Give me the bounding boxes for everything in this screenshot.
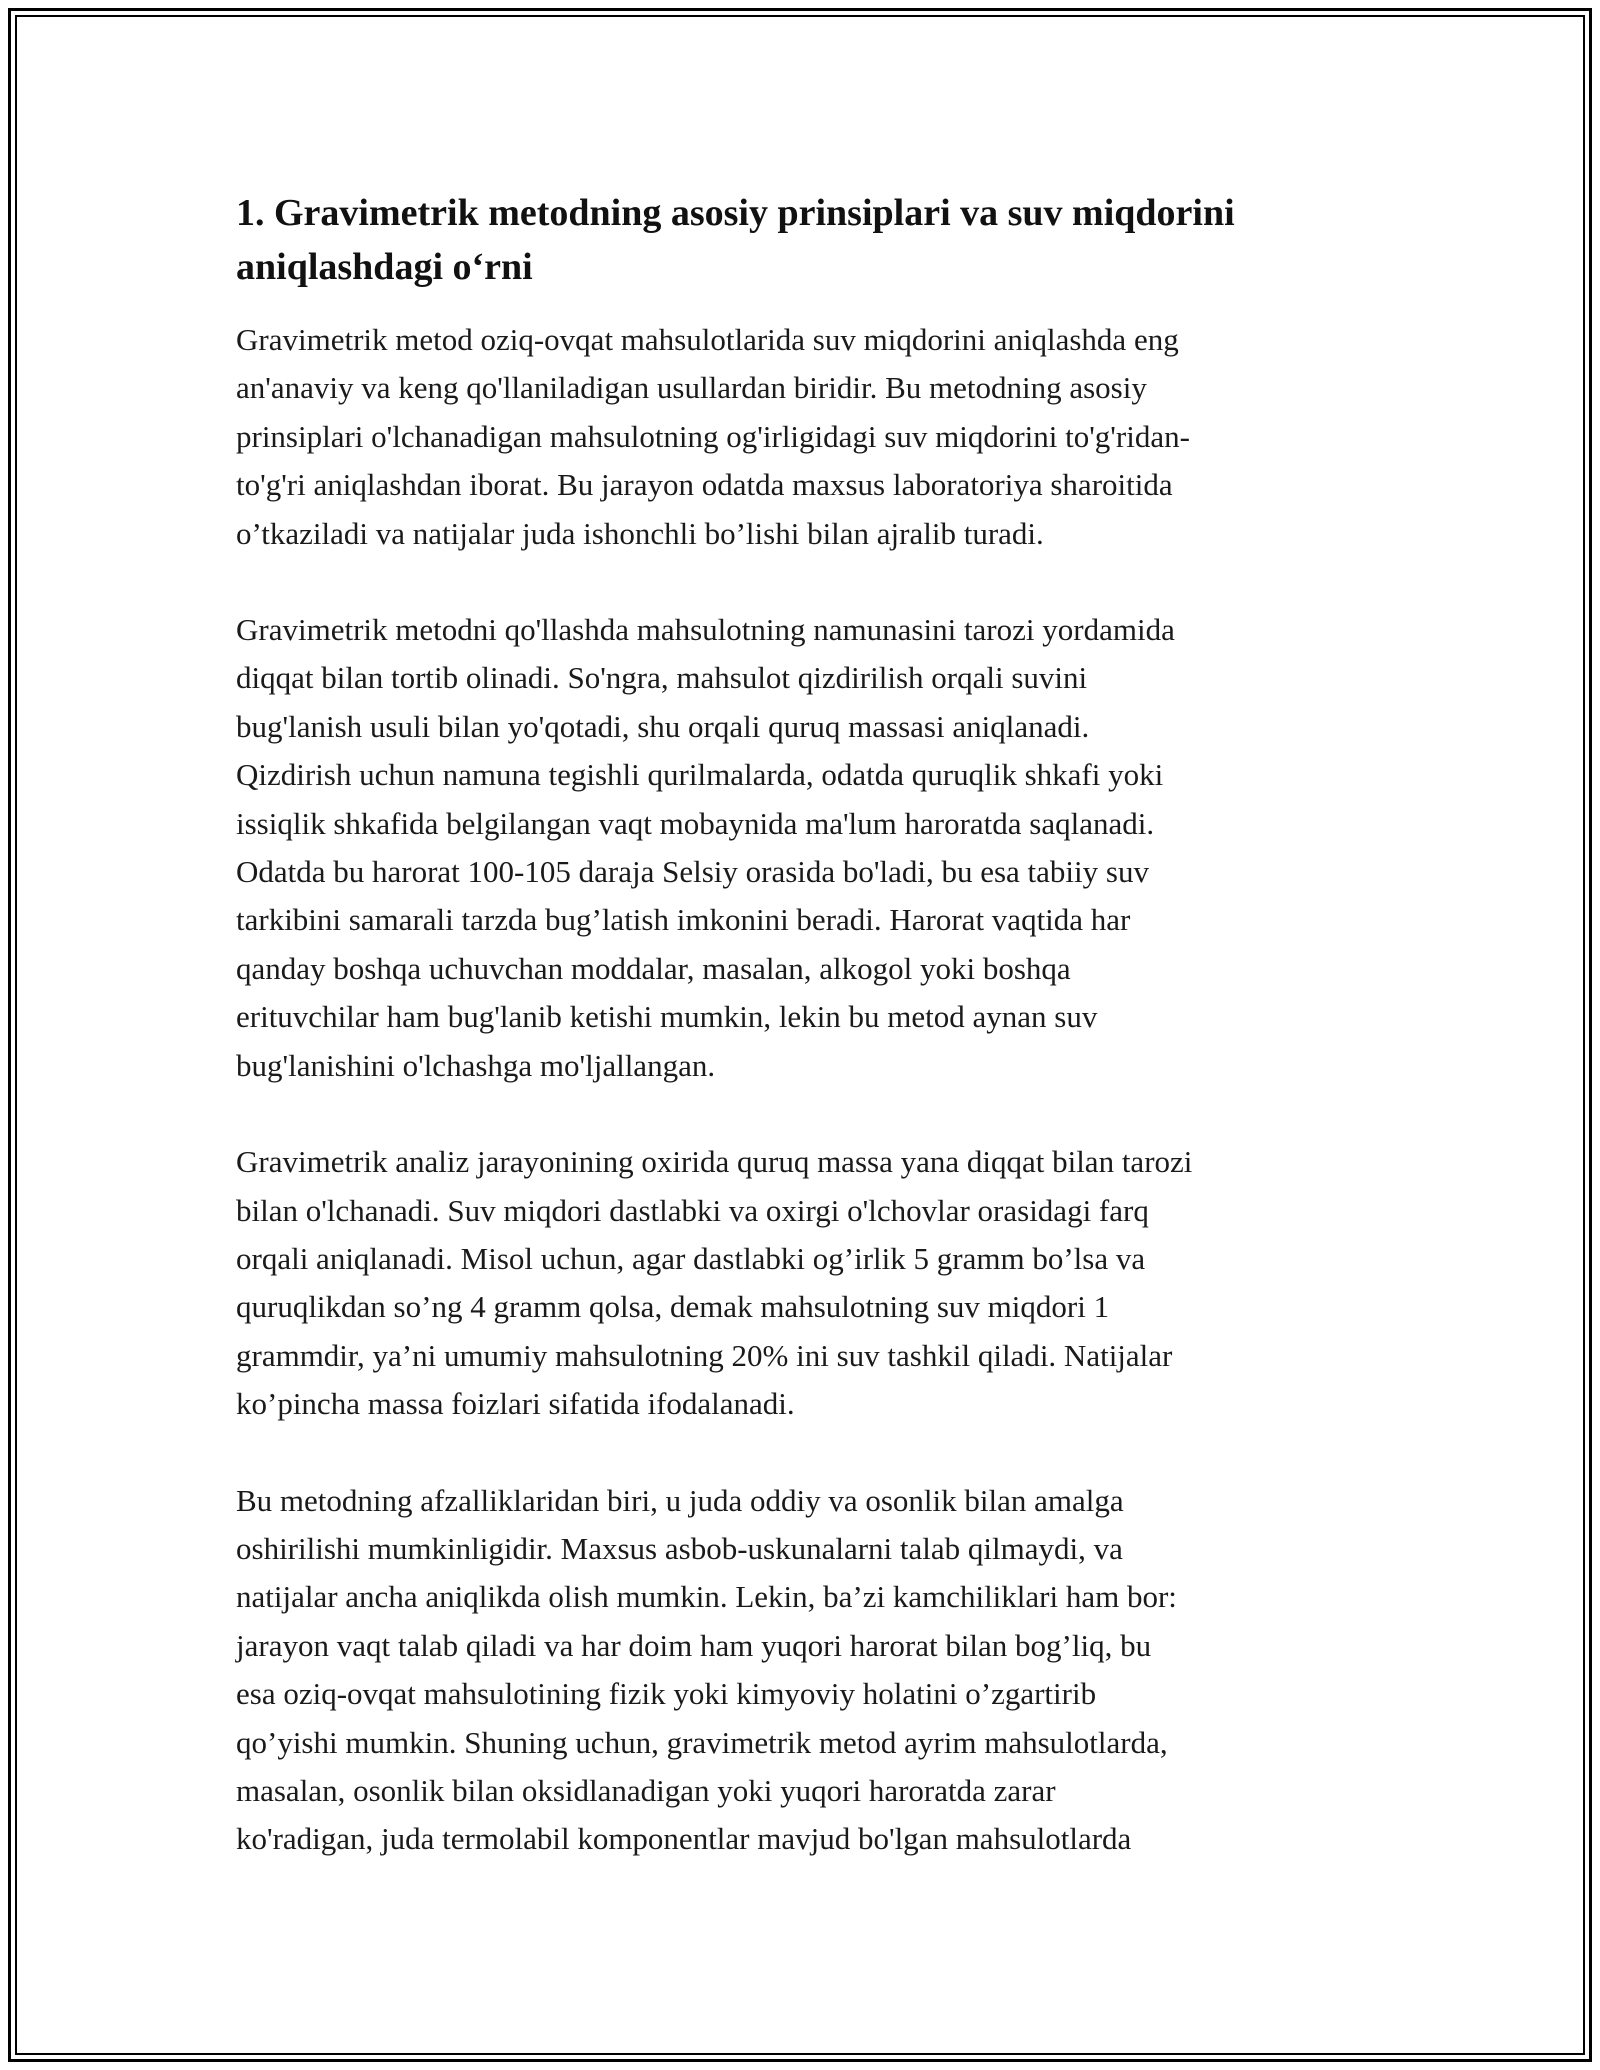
paragraph-3: Gravimetrik analiz jarayonining oxirida quruq massa yana diqqat bilan tarozi bilan o'lchanadi. Suv miqdori dastlabki va oxirgi o'lchovlar orasidagi farq orqali aniqlanadi. Misol uchun, agar dastlabki og’irlik 5 gramm bo’lsa va quruqlikdan so’ng 4 gramm qolsa, demak mahsulotning suv miqdori 1 grammdir, ya’ni umumiy mahsulotning 20% ini suv tashkil qiladi. Natijalar ko’pincha massa foizlari sifatida ifodalanadi. bbox=[236, 1144, 1193, 1422]
paragraph-2: Gravimetrik metodni qo'llashda mahsulotning namunasini tarozi yordamida diqqat bilan tortib olinadi. So'ngra, mahsulot qizdirilish orqali suvini bug'lanish usuli bilan yo'qotadi, shu orqali quruq massasi aniqlanadi. Qizdirish uchun namuna tegishli qurilmalarda, odatda quruqlik shkafi yoki issiqlik shkafida belgilangan vaqt mobaynida ma'lum haroratda saqlanadi. Odatda bu harorat 100-105 daraja Selsiy orasida bo'ladi, bu esa tabiiy suv tarkibini samarali tarzda bug’latish imkonini beradi. Harorat vaqtida har qanday boshqa uchuvchan moddalar, masalan, alkogol yoki boshqa erituvchilar ham bug'lanib ketishi mumkin, lekin bu metod aynan suv bug'lanishini o'lchashga mo'ljallangan. bbox=[236, 612, 1175, 1083]
document-body bbox=[236, 186, 1386, 1912]
section-heading: 1. Gravimetrik metodning asosiy prinsiplari va suv miqdorini aniqlashdagi o‘rni bbox=[236, 192, 1235, 288]
paragraph-1: Gravimetrik metod oziq-ovqat mahsulotlarida suv miqdorini aniqlashda eng an'anaviy va keng qo'llaniladigan usullardan biridir. Bu metodning asosiy prinsiplari o'lchanadigan mahsulotning og'irligidagi suv miqdorini to'g'ridan- to'g'ri aniqlashdan iborat. Bu jarayon odatda maxsus laboratoriya sharoitida o’tkaziladi va natijalar juda ishonchli bo’lishi bilan ajralib turadi. bbox=[236, 322, 1190, 551]
paragraph-4: Bu metodning afzalliklaridan biri, u juda oddiy va osonlik bilan amalga oshirilishi mumkinligidir. Maxsus asbob-uskunalarni talab qilmaydi, va natijalar ancha aniqlikda olish mumkin. Lekin, ba’zi kamchiliklari ham bor: jarayon vaqt talab qiladi va har doim ham yuqori harorat bilan bog’liq, bu esa oziq-ovqat mahsulotining fizik yoki kimyoviy holatini o’zgartirib qo’yishi mumkin. Shuning uchun, gravimetrik metod ayrim mahsulotlarda, masalan, osonlik bilan oksidlanadigan yoki yuqori haroratda zarar ko'radigan, juda termolabil komponentlar mavjud bo'lgan mahsulotlarda bbox=[236, 1482, 1177, 1857]
